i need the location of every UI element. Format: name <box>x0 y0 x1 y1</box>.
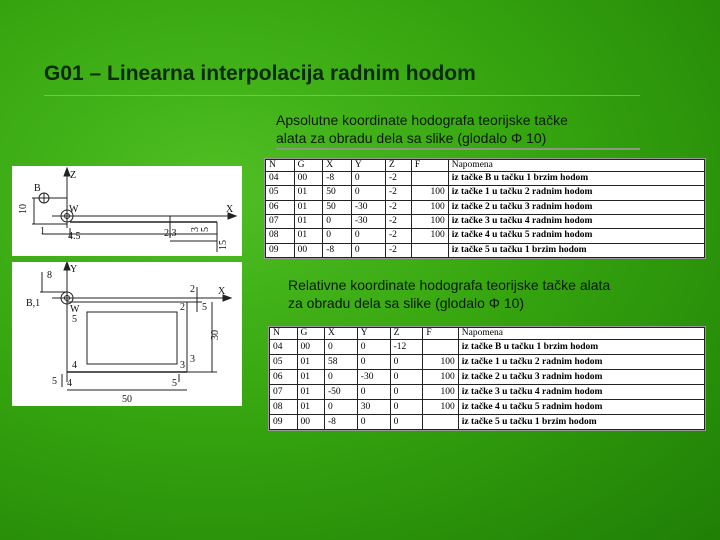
table-row <box>266 243 705 257</box>
note-cell: iz tačke 3 u tačku 4 radnim hodom <box>458 385 704 400</box>
note-cell: iz tačke 2 u tačku 3 radnim hodom <box>448 200 704 214</box>
table-cell: 04 <box>266 172 295 186</box>
table-cell: 100 <box>423 400 458 415</box>
note-cell: iz tačke 4 u tačku 5 radnim hodom <box>458 400 704 415</box>
table-cell: 01 <box>297 355 325 370</box>
table-cell: 0 <box>351 172 385 186</box>
side-w-label: W <box>69 204 79 215</box>
note-cell: iz tačke B u tačku 1 brzim hodom <box>458 340 704 355</box>
top-dim-2: 2 <box>190 284 195 295</box>
table-cell: 09 <box>270 415 298 430</box>
table-cell: 06 <box>270 370 298 385</box>
note-cell: iz tačke 3 u tačku 4 radnim hodom <box>448 214 704 228</box>
table-cell: 01 <box>297 400 325 415</box>
table-cell: 01 <box>297 385 325 400</box>
table-cell: 08 <box>270 400 298 415</box>
col-header: G <box>297 328 325 340</box>
side-view-drawing <box>12 166 242 256</box>
table-cell: 01 <box>294 229 323 243</box>
table-cell: -2 <box>386 186 412 200</box>
top-dim-3: 3 <box>190 354 195 365</box>
table-cell: 0 <box>351 229 385 243</box>
side-dim-5: 5 <box>200 227 211 232</box>
side-dim-15: 15 <box>218 240 229 250</box>
side-x-label: X <box>226 204 234 215</box>
table-cell: -2 <box>386 200 412 214</box>
side-dim-4-5: 4.5 <box>68 231 81 242</box>
side-dim-2-3: 2.3 <box>164 228 177 239</box>
top-dim-5b: 5 <box>172 378 177 389</box>
table-cell: 0 <box>325 400 358 415</box>
top-dim-50: 50 <box>122 394 132 405</box>
col-header: G <box>294 160 323 172</box>
table-cell: 07 <box>266 214 295 228</box>
table-cell: 0 <box>325 370 358 385</box>
table-cell: -30 <box>351 200 385 214</box>
top-x-label: X <box>218 286 226 297</box>
table-cell: -2 <box>386 229 412 243</box>
table-cell: 0 <box>357 415 390 430</box>
relative-table-container <box>268 326 706 431</box>
table-row <box>270 355 705 370</box>
top-w-label: W <box>70 304 80 315</box>
table-cell: 100 <box>423 370 458 385</box>
side-view-svg <box>12 166 242 256</box>
relative-caption <box>288 276 610 312</box>
top-view-svg <box>12 262 242 406</box>
table-cell: 0 <box>357 385 390 400</box>
table-cell: 0 <box>357 340 390 355</box>
table-cell: -2 <box>386 172 412 186</box>
table-cell: 00 <box>297 415 325 430</box>
note-cell: iz tačke 4 u tačku 5 radnim hodom <box>448 229 704 243</box>
absolute-caption <box>276 111 568 147</box>
col-header: F <box>411 160 448 172</box>
table-cell: 05 <box>270 355 298 370</box>
table-cell: -8 <box>323 243 352 257</box>
table-cell: -2 <box>386 214 412 228</box>
absolute-caption-line1: Apsolutne koordinate hodografa teorijske tačke <box>276 112 568 128</box>
table-cell: 0 <box>390 385 423 400</box>
table-cell: 100 <box>411 214 448 228</box>
top-dim-8: 8 <box>47 270 52 281</box>
table-row <box>270 415 705 430</box>
table-cell: 0 <box>323 214 352 228</box>
table-cell: 05 <box>266 186 295 200</box>
table-cell: 100 <box>411 200 448 214</box>
top-view-drawing <box>12 262 242 406</box>
col-header: F <box>423 328 458 340</box>
table-cell: 0 <box>325 340 358 355</box>
top-dim-4: 4 <box>67 378 72 389</box>
table-cell: 00 <box>294 243 323 257</box>
table-cell: 50 <box>323 186 352 200</box>
table-row <box>270 370 705 385</box>
top-dim-5c: 5 <box>52 376 57 387</box>
table-cell: -12 <box>390 340 423 355</box>
absolute-caption-rule <box>276 148 640 150</box>
table-cell: -8 <box>323 172 352 186</box>
note-cell: iz tačke 1 u tačku 2 radnim hodom <box>448 186 704 200</box>
side-point-1-label: 1 <box>40 226 45 237</box>
col-header: Napomena <box>458 328 704 340</box>
top-dim-5a: 5 <box>202 302 207 313</box>
table-cell: 100 <box>423 355 458 370</box>
table-cell: 01 <box>294 214 323 228</box>
table-cell: 100 <box>423 385 458 400</box>
table-header-row <box>270 328 705 340</box>
table-cell: 0 <box>390 355 423 370</box>
table-cell: 0 <box>390 400 423 415</box>
table-cell: 0 <box>390 415 423 430</box>
table-row <box>270 340 705 355</box>
table-cell <box>411 172 448 186</box>
table-cell: 09 <box>266 243 295 257</box>
table-cell: 0 <box>390 370 423 385</box>
table-cell <box>411 243 448 257</box>
slide-title: G01 – Linearna interpolacija radnim hodom <box>44 62 476 85</box>
table-cell: 100 <box>411 186 448 200</box>
absolute-table-container <box>264 158 706 259</box>
top-b1-label: B,1 <box>26 298 41 309</box>
table-row <box>266 200 705 214</box>
col-header: N <box>266 160 295 172</box>
table-header-row <box>266 160 705 172</box>
table-row <box>266 214 705 228</box>
table-cell: -30 <box>351 214 385 228</box>
title-divider <box>44 95 640 96</box>
side-dim-3: 3 <box>190 227 201 232</box>
side-z-label: Z <box>70 170 77 181</box>
table-row <box>266 186 705 200</box>
note-cell: iz tačke 2 u tačku 3 radnim hodom <box>458 370 704 385</box>
note-cell: iz tačke 5 u tačku 1 brzim hodom <box>448 243 704 257</box>
col-header: Y <box>357 328 390 340</box>
table-cell <box>423 415 458 430</box>
table-cell: 100 <box>411 229 448 243</box>
top-point-2: 2 <box>180 302 185 313</box>
col-header: Z <box>386 160 412 172</box>
col-header: Y <box>351 160 385 172</box>
table-cell: 0 <box>323 229 352 243</box>
table-row <box>270 400 705 415</box>
absolute-caption-line2: alata za obradu dela sa slike (glodalo Φ 10) <box>276 130 547 146</box>
table-cell: 01 <box>294 200 323 214</box>
table-cell: 0 <box>351 186 385 200</box>
col-header: Z <box>390 328 423 340</box>
table-cell: 01 <box>297 370 325 385</box>
table-cell: 0 <box>357 355 390 370</box>
table-cell: 08 <box>266 229 295 243</box>
table-row <box>266 172 705 186</box>
top-dim-30: 30 <box>210 330 221 340</box>
table-cell: 0 <box>351 243 385 257</box>
table-cell: 50 <box>323 200 352 214</box>
absolute-coordinates-table <box>265 159 705 258</box>
relative-caption-line2: za obradu dela sa slike (glodalo Φ 10) <box>288 295 525 311</box>
side-b-label: B <box>34 183 41 194</box>
table-cell: 07 <box>270 385 298 400</box>
table-cell: 58 <box>325 355 358 370</box>
table-cell: 01 <box>294 186 323 200</box>
top-point-3: 3 <box>180 360 185 371</box>
table-cell: 00 <box>294 172 323 186</box>
relative-caption-line1: Relativne koordinate hodografa teorijske tačke alata <box>288 277 611 293</box>
side-dim-10: 10 <box>18 204 29 214</box>
col-header: X <box>325 328 358 340</box>
note-cell: iz tačke 5 u tačku 1 brzim hodom <box>458 415 704 430</box>
table-cell: 04 <box>270 340 298 355</box>
table-cell: -30 <box>357 370 390 385</box>
table-cell: 06 <box>266 200 295 214</box>
col-header: Napomena <box>448 160 704 172</box>
top-y-label: Y <box>70 264 78 275</box>
note-cell: iz tačke B u tačku 1 brzim hodom <box>448 172 704 186</box>
note-cell: iz tačke 1 u tačku 2 radnim hodom <box>458 355 704 370</box>
col-header: N <box>270 328 298 340</box>
table-row <box>270 385 705 400</box>
table-cell: 00 <box>297 340 325 355</box>
top-point-5: 5 <box>72 314 77 325</box>
table-cell: -2 <box>386 243 412 257</box>
relative-coordinates-table <box>269 327 705 430</box>
col-header: X <box>323 160 352 172</box>
table-row <box>266 229 705 243</box>
top-point-4: 4 <box>72 360 77 371</box>
table-cell <box>423 340 458 355</box>
table-cell: 30 <box>357 400 390 415</box>
table-cell: -50 <box>325 385 358 400</box>
table-cell: -8 <box>325 415 358 430</box>
